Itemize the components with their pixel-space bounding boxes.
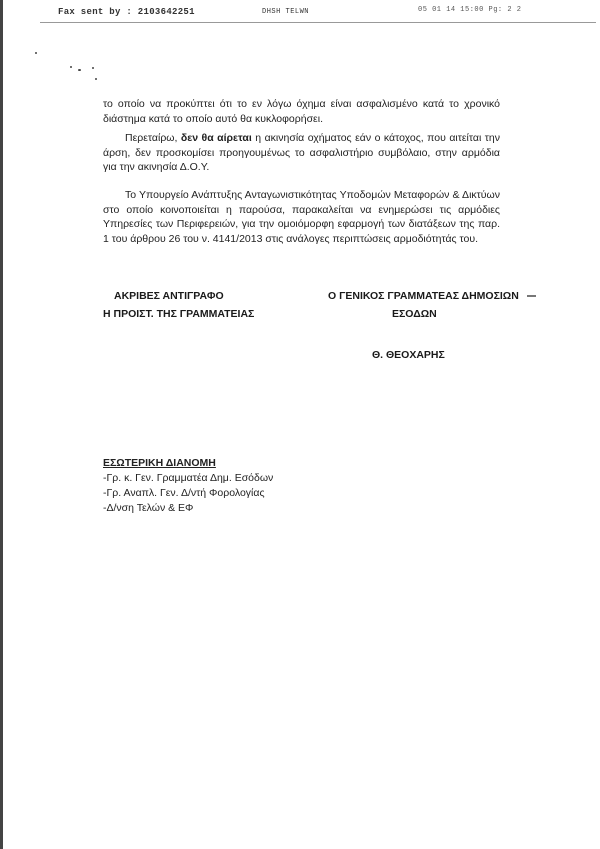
fax-header-rule [40,22,596,23]
paragraph-immobilization-end: η ακινησία οχήματος εάν ο κάτοχος, που αιτείται την άρση, δεν προσκομίσει προηγουμένως το ασφαλιστήριο συμβόλαιο, στην αρμόδια για την ακινησία Δ.Ο.Υ. [103,132,501,173]
paragraph-ministry-notice: Το Υπουργείο Ανάπτυξης Ανταγωνιστικότητας Υποδομών Μεταφορών & Δικτύων στο οποίο κοινοποιείται η παρούσα, παρακαλείται να ενημερώσει τις αρμόδιες Υπηρεσίες των Περιφερειών, για την ομοιόμορφη εφαρμογή των διατάξεων της παρ. 1 του άρθρου 26 του ν. 4141/2013 στις ανάλογες περιπτώσεις αρμοδιότητάς του. [103,189,500,245]
scan-speck [78,69,81,71]
scan-speck [70,66,72,68]
internal-distribution-title: ΕΣΩΤΕΡΙΚΗ ΔΙΑΝΟΜΗ [103,457,216,469]
fax-timestamp: 05 01 14 15:00 Pg: 2 2 [418,6,522,14]
secretariat-head-label: Η ΠΡΟΙΣΤ. ΤΗΣ ΓΡΑΜΜΑΤΕΙΑΣ [103,308,255,320]
paragraph-immobilization [103,131,500,175]
fax-department: DHSH TELWN [262,8,310,16]
scan-speck [95,78,97,80]
scan-speck [35,52,37,54]
signer-name: Θ. ΘΕΟΧΑΡΗΣ [372,349,445,361]
distribution-item: -Δ/νση Τελών & ΕΦ [103,502,194,514]
paragraph-immobilization-start: Περεταίρω, [125,132,181,144]
scan-speck [92,67,94,69]
distribution-item: -Γρ. κ. Γεν. Γραμματέα Δημ. Εσόδων [103,472,274,484]
scan-edge [0,0,3,849]
secretary-general-title: Ο ΓΕΝΙΚΟΣ ΓΡΑΜΜΑΤΕΑΣ ΔΗΜΟΣΙΩΝ [328,290,519,302]
certified-copy-label: ΑΚΡΙΒΕΣ ΑΝΤΙΓΡΑΦΟ [114,290,224,302]
secretary-general-title-line2: ΕΣΟΔΩΝ [392,308,437,320]
distribution-item: -Γρ. Αναπλ. Γεν. Δ/ντή Φορολογίας [103,487,265,499]
paragraph-immobilization-emphasis: δεν θα αίρεται [180,132,252,144]
pen-mark [527,295,536,297]
fax-sender: Fax sent by : 2103642251 [58,7,195,17]
paragraph-insurance-requirement: το οποίο να προκύπτει ότι το εν λόγω όχημα είναι ασφαλισμένο κατά το χρονικό διάστημα κατά το οποίο αυτό θα κυκλοφορήσει. [103,98,500,125]
